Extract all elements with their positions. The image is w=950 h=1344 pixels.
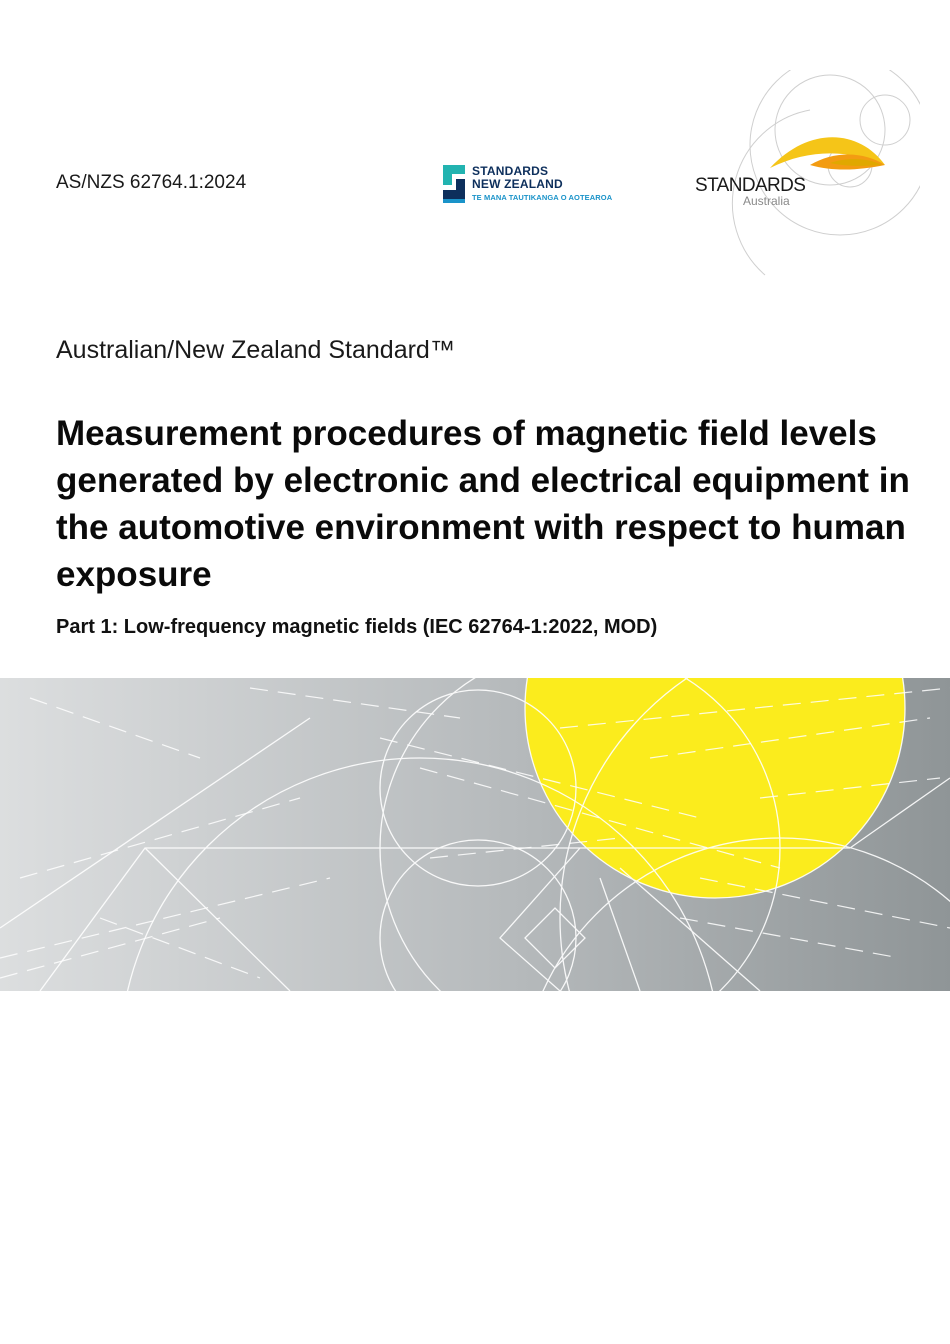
document-part-title: Part 1: Low-frequency magnetic fields (IEC 62764-1:2022, MOD) (56, 616, 658, 638)
standard-type-label: Australian/New Zealand Standard™ (56, 336, 455, 364)
snz-logo-line2: NEW ZEALAND (472, 177, 563, 191)
standards-australia-subword: Australia (743, 194, 790, 208)
snz-logo-line1: STANDARDS (472, 164, 549, 178)
standards-new-zealand-logo (443, 165, 613, 207)
document-title: Measurement procedures of magnetic field levels generated by electronic and electrical equipment in the automotive environment with respect to human exposure (56, 414, 910, 594)
standards-australia-wordmark: STANDARDS (695, 175, 806, 196)
standards-nz-mark-icon (443, 165, 465, 203)
cover-graphic-banner (0, 678, 950, 991)
document-id: AS/NZS 62764.1:2024 (56, 172, 247, 193)
snz-logo-tagline: TE MANA TAUTIKANGA O AOTEAROA (472, 193, 613, 202)
standards-australia-logo (690, 70, 920, 285)
